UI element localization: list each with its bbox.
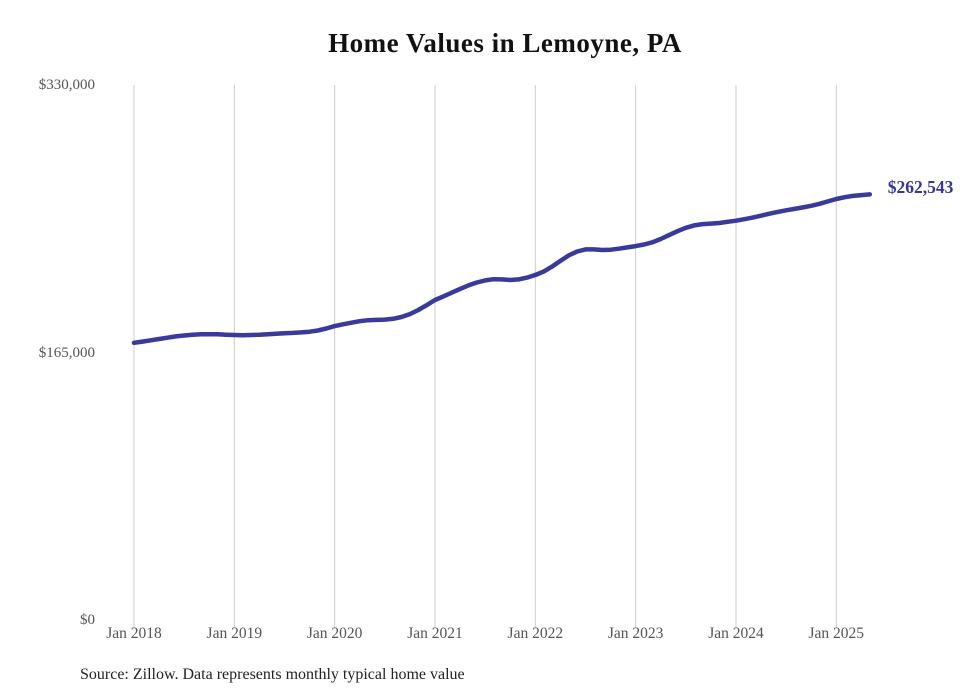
y-tick-label: $330,000 [38, 77, 95, 93]
y-tick-label: $0 [80, 612, 95, 628]
x-tick-label: Jan 2018 [106, 625, 162, 642]
y-tick-label: $165,000 [38, 344, 95, 361]
x-tick-label: Jan 2020 [306, 625, 363, 642]
x-tick-label: Jan 2022 [507, 625, 564, 642]
chart-title: Home Values in Lemoyne, PA [328, 28, 682, 58]
x-tick-label: Jan 2021 [407, 625, 463, 642]
x-tick-label: Jan 2025 [808, 625, 865, 642]
home-value-line [134, 194, 870, 342]
x-tick-label: Jan 2023 [607, 625, 664, 642]
x-tick-label: Jan 2024 [708, 625, 764, 642]
x-tick-label: Jan 2019 [206, 625, 263, 642]
year-gridlines [134, 85, 836, 628]
source-note: Source: Zillow. Data represents monthly typical home value [80, 666, 465, 683]
latest-value-label: $262,543 [887, 177, 954, 198]
